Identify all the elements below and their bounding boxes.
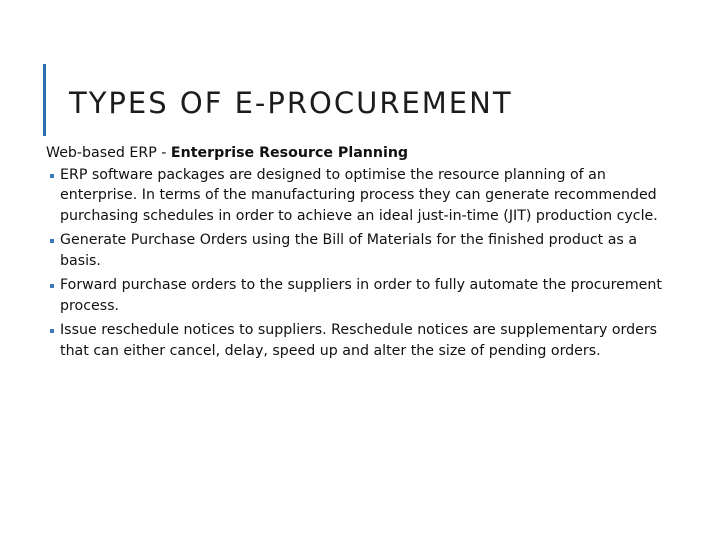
bullet-square-icon <box>50 329 54 333</box>
intro-emphasis: Enterprise Resource Planning <box>170 145 409 161</box>
bullet-item <box>46 275 682 316</box>
bullet-square-icon <box>50 174 54 178</box>
bullet-text: Issue reschedule notices to suppliers. Reschedule notices are supplementary orders that can either cancel, delay, speed up and alter the size of pending orders. <box>60 322 658 359</box>
intro-prefix: Web-based ERP - <box>46 145 171 161</box>
slide-title: TYPES OF E-PROCUREMENT <box>69 86 513 120</box>
intro-line <box>46 143 682 164</box>
bullet-square-icon <box>50 239 54 243</box>
bullet-text: Generate Purchase Orders using the Bill of Materials for the finished product as a basis. <box>60 232 638 269</box>
bullet-item <box>46 230 682 271</box>
title-accent-bar <box>43 64 46 136</box>
bullet-list <box>46 165 682 362</box>
bullet-text: Forward purchase orders to the suppliers in order to fully automate the procurement process. <box>60 277 662 314</box>
slide-body <box>46 143 682 365</box>
bullet-item <box>46 165 682 227</box>
bullet-text: ERP software packages are designed to optimise the resource planning of an enterprise. In terms of the manufacturing process they can generate recommended purchasing schedules in order to achieve an ideal just-in-time (JIT) production cycle. <box>60 166 658 224</box>
bullet-square-icon <box>50 284 54 288</box>
bullet-item <box>46 320 682 361</box>
